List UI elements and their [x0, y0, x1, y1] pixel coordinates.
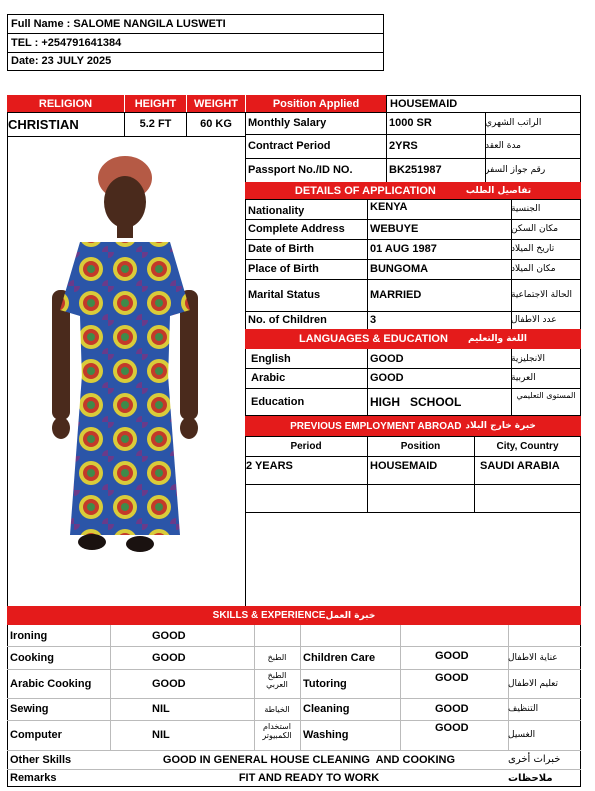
details-header-ar: تفاصيل الطلب	[465, 185, 532, 196]
skill-cleaning-value: GOOD	[435, 703, 469, 715]
pob-label: Place of Birth	[248, 263, 319, 275]
skill-ironing-value: GOOD	[152, 629, 186, 642]
skill-computer-value: NIL	[152, 729, 170, 741]
other-skills-label: Other Skills	[10, 753, 72, 766]
contract-period-value: 2YRS	[389, 140, 418, 152]
skill-arabic-cooking-value: GOOD	[152, 677, 186, 690]
dob-value: 01 AUG 1987	[370, 243, 437, 255]
skill-sewing-value: NIL	[152, 703, 170, 715]
skill-cooking-arabic: الطبخ	[267, 653, 287, 662]
skill-tutoring-arabic: تعليم الاطفال	[508, 678, 559, 689]
telephone: TEL : +254791641384	[11, 36, 122, 49]
employment-header-ar: خبرة خارج البلاد	[465, 421, 536, 431]
address-value: WEBUYE	[370, 223, 419, 235]
education-label: Education	[251, 395, 305, 408]
skills-header-ar: خبرة العمل	[325, 610, 376, 621]
skill-cooking-value: GOOD	[152, 651, 186, 664]
skill-tutoring-value: GOOD	[435, 672, 469, 684]
remarks-value: FIT AND READY TO WORK	[238, 772, 380, 784]
dob-label: Date of Birth	[248, 243, 314, 255]
education-value: HIGH SCHOOL	[370, 394, 462, 409]
employment-position-col: Position	[400, 440, 441, 452]
weight-header: WEIGHT	[186, 95, 245, 112]
languages-header-en: LANGUAGES & EDUCATION	[299, 333, 448, 345]
marital-status-label: Marital Status	[248, 289, 321, 301]
address-arabic: مكان السكن	[511, 224, 559, 234]
arabic-value: GOOD	[370, 372, 404, 384]
marital-status-arabic: الحالة الاجتماعية	[511, 290, 572, 300]
nationality-label: Nationality	[248, 205, 305, 217]
children-value: 3	[370, 314, 377, 326]
skill-arabic-cooking-label: Arabic Cooking	[10, 677, 92, 690]
other-skills-arabic: خبرات أخرى	[508, 754, 561, 765]
weight-value: 60 KG	[186, 112, 245, 136]
applicant-header-box	[7, 14, 384, 71]
religion-value: CHRISTIAN	[8, 116, 79, 132]
english-value: GOOD	[370, 352, 404, 365]
address-label: Complete Address	[248, 223, 345, 235]
nationality-arabic: الجنسية	[511, 204, 541, 214]
applicant-photo	[40, 150, 210, 570]
passport-label: Passport No./ID NO.	[248, 164, 353, 176]
pob-value: BUNGOMA	[370, 263, 429, 275]
skill-computer-arabic: استخدام الكمبيوتر	[262, 722, 292, 740]
employment-country-col: City, Country	[496, 440, 559, 452]
languages-header	[245, 329, 581, 349]
skill-children-care-value: GOOD	[435, 650, 469, 662]
children-arabic: عدد الاطفال	[511, 315, 557, 325]
skill-sewing-label: Sewing	[10, 703, 49, 715]
arabic-label: Arabic	[251, 372, 286, 384]
remarks-label: Remarks	[10, 772, 57, 784]
position-applied-value: HOUSEMAID	[386, 95, 581, 112]
skill-cleaning-label: Cleaning	[303, 703, 350, 715]
skill-tutoring-label: Tutoring	[303, 677, 347, 690]
skills-header	[7, 606, 581, 625]
marital-status-value: MARRIED	[370, 289, 422, 301]
passport-arabic: رقم جواز السفر	[485, 165, 546, 175]
skill-cleaning-arabic: التنظيف	[508, 704, 539, 714]
nationality-value: KENYA	[370, 201, 408, 213]
monthly-salary-arabic: الراتب الشهري	[485, 118, 542, 128]
position-applied-header: Position Applied	[245, 95, 386, 112]
full-name: Full Name : SALOME NANGILA LUSWETI	[11, 18, 226, 30]
english-label: English	[251, 352, 291, 365]
languages-header-ar: اللغة والتعليم	[467, 334, 527, 344]
skill-ironing-label: Ironing	[10, 629, 48, 642]
children-label: No. of Children	[248, 314, 327, 326]
skill-arabic-cooking-arabic: الطبخ العربي	[266, 671, 288, 689]
arabic-arabic: العربية	[511, 373, 536, 383]
height-value: 5.2 FT	[124, 112, 186, 136]
english-arabic: الانجليزية	[511, 353, 545, 364]
passport-value: BK251987	[389, 164, 442, 176]
employment-position-value: HOUSEMAID	[370, 460, 438, 472]
contract-period-arabic: مدة العقد	[485, 141, 521, 151]
employment-period-value: 2 YEARS	[246, 460, 293, 472]
employment-header-en: PREVIOUS EMPLOYMENT ABROAD	[290, 420, 462, 432]
height-header: HEIGHT	[124, 95, 186, 112]
employment-header	[245, 416, 581, 436]
skill-sewing-arabic: الخياطة	[264, 704, 290, 714]
details-header-en: DETAILS OF APPLICATION	[294, 184, 436, 197]
contract-period-label: Contract Period	[248, 140, 331, 152]
employment-period-col: Period	[290, 440, 322, 452]
education-arabic: المستوى التعليمي	[516, 391, 576, 400]
monthly-salary-value: 1000 SR	[389, 117, 432, 129]
skill-children-care-label: Children Care	[303, 651, 376, 664]
skill-computer-label: Computer	[10, 729, 62, 741]
skill-cooking-label: Cooking	[10, 651, 54, 664]
skill-washing-arabic: الغسيل	[508, 730, 536, 740]
pob-arabic: مكان الميلاد	[511, 264, 556, 274]
remarks-arabic: ملاحظات	[508, 772, 553, 784]
skill-washing-value: GOOD	[435, 722, 469, 734]
skill-children-care-arabic: عناية الاطفال	[508, 652, 558, 663]
other-skills-value: GOOD IN GENERAL HOUSE CLEANING AND COOKING	[162, 753, 456, 766]
dob-arabic: تاريخ الميلاد	[511, 244, 555, 254]
monthly-salary-label: Monthly Salary	[248, 117, 327, 129]
details-header	[245, 182, 581, 199]
skill-washing-label: Washing	[303, 729, 349, 741]
date: Date: 23 JULY 2025	[11, 55, 112, 67]
employment-country-value: SAUDI ARABIA	[480, 460, 560, 472]
applicant-photo-illustration	[40, 150, 210, 570]
skills-header-en: SKILLS & EXPERIENCE	[212, 610, 326, 621]
religion-header: RELIGION	[7, 95, 124, 112]
